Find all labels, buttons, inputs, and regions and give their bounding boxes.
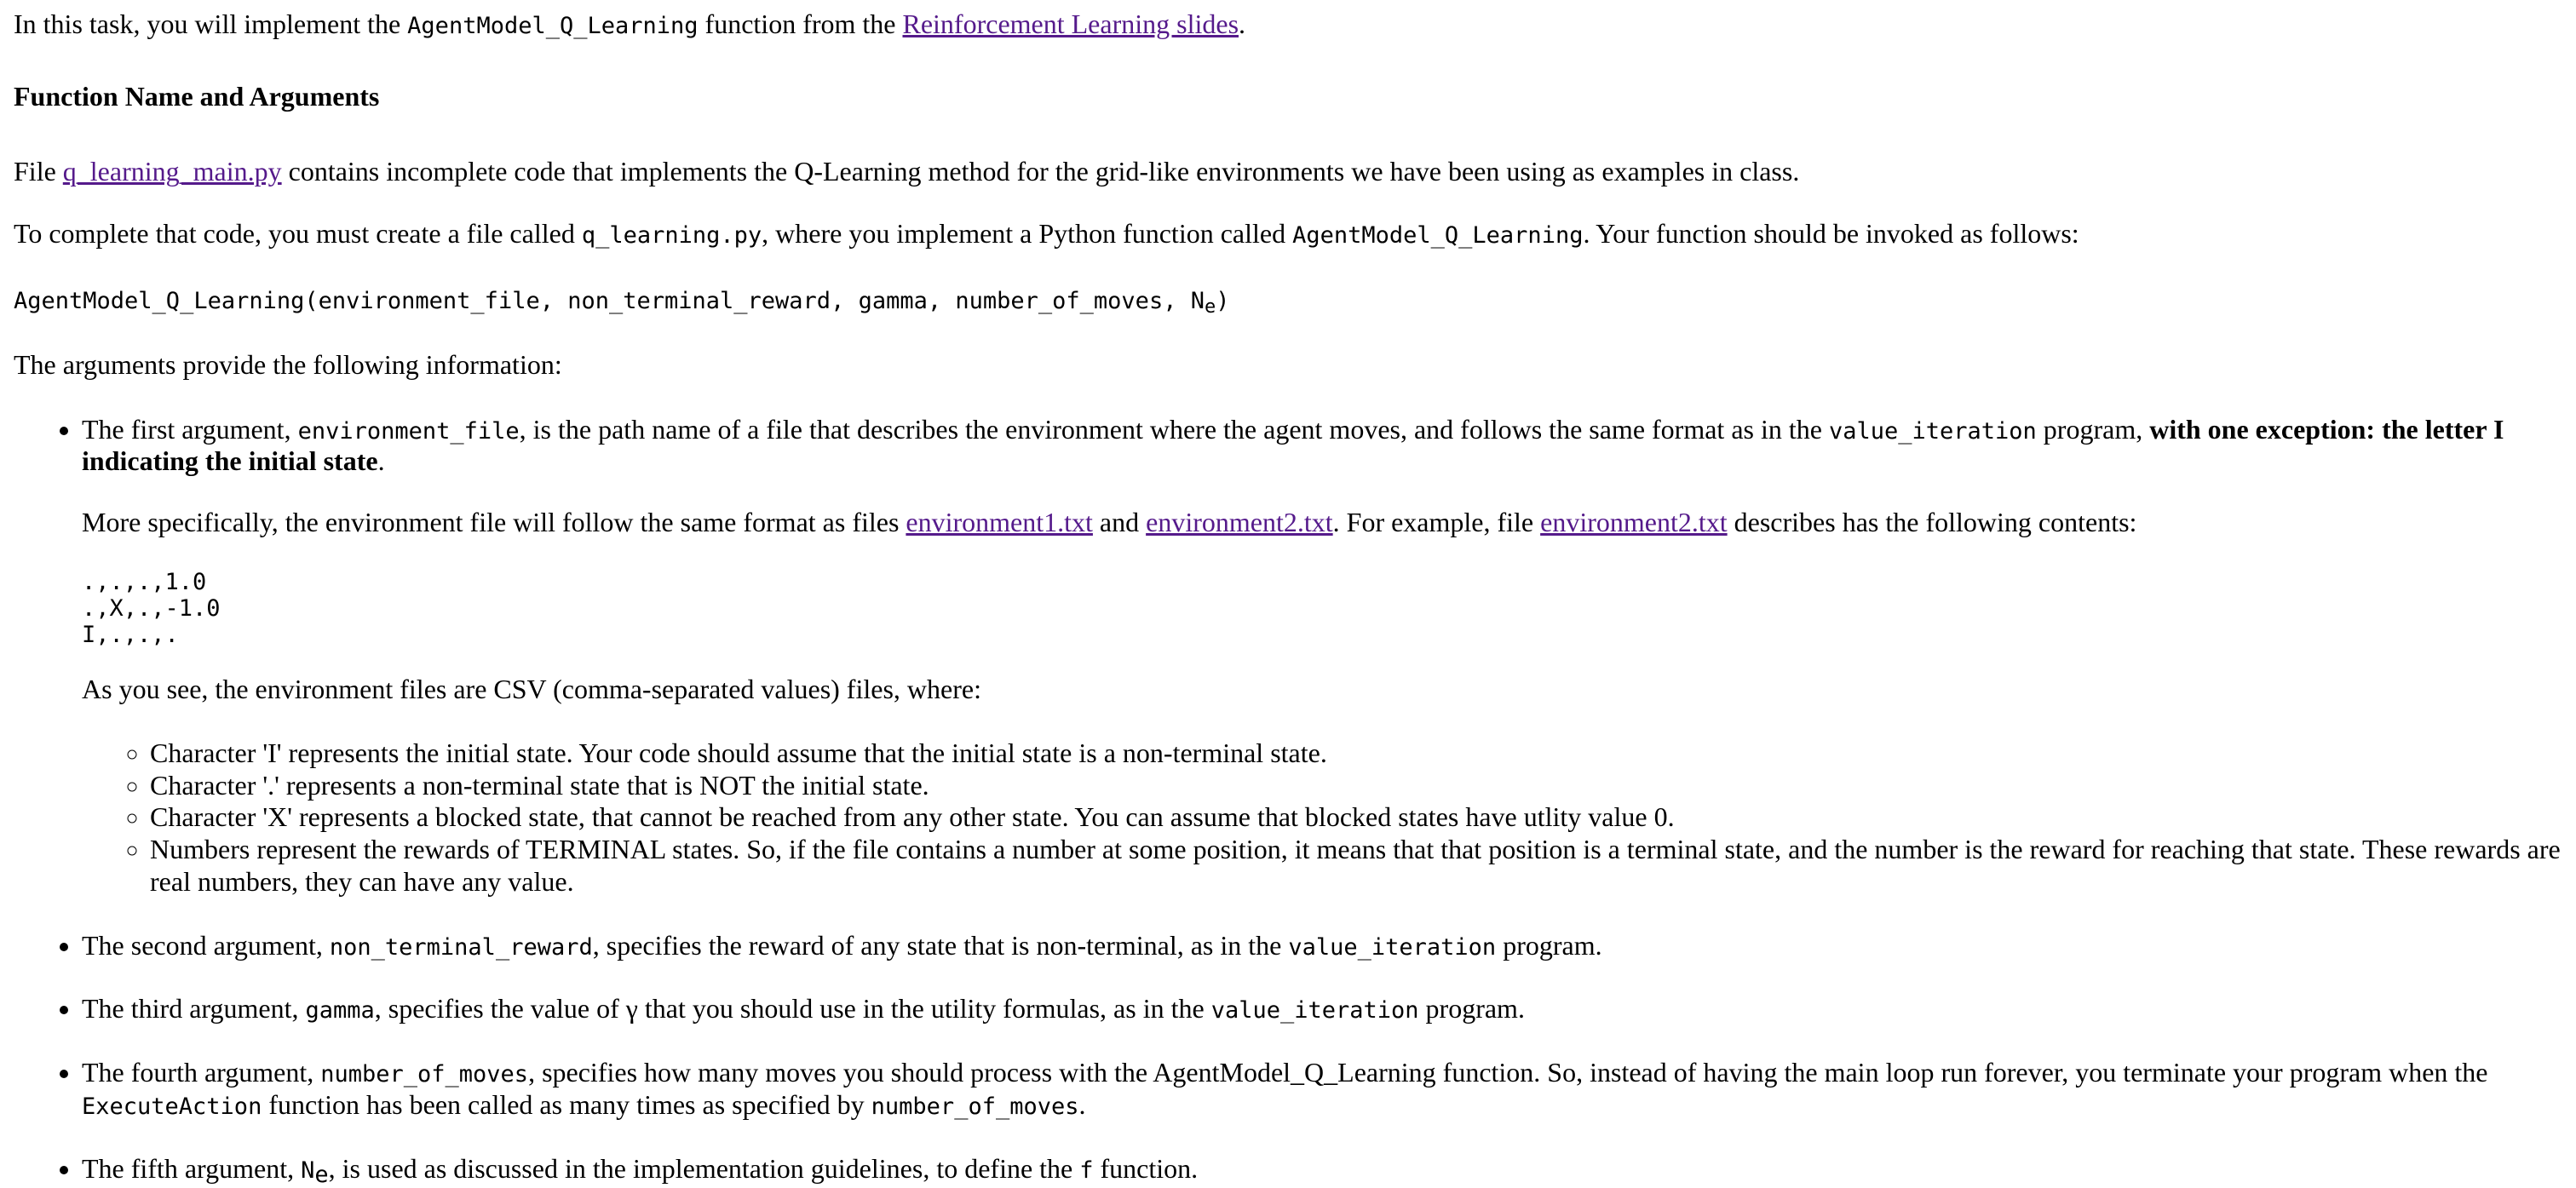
arg4-text-end: .	[1078, 1088, 1086, 1120]
filename-code: q_learning.py	[581, 222, 762, 250]
arg5-text-end: function.	[1093, 1152, 1199, 1184]
q-learning-main-link[interactable]: q_learning_main.py	[62, 155, 282, 187]
arg1-text-middle: , is the path name of a file that describes the environment where the agent moves, and follows the same format as in the	[519, 413, 1829, 445]
env-desc-and: and	[1092, 507, 1147, 538]
complete-text-end: . Your function should be invoked as follows:	[1583, 218, 2079, 250]
intro-text-middle: function from the	[698, 9, 903, 39]
arg4-code3: number_of_moves	[871, 1093, 1079, 1120]
list-item: ◦ Character '.' represents a non-terminal state that is NOT the initial state.	[150, 770, 2576, 802]
environment2-link-example[interactable]: environment2.txt	[1540, 507, 1728, 538]
arg1-code2: value_iteration	[1828, 417, 2037, 445]
complete-paragraph	[14, 218, 2576, 250]
arg2-text: The second argument,	[82, 929, 330, 961]
reinforcement-learning-slides-link[interactable]: Reinforcement Learning slides	[902, 9, 1239, 39]
list-item-arg4	[82, 1057, 2576, 1122]
list-item-arg1	[82, 414, 2576, 898]
arg3-text-middle: , specifies the value of γ that you should use in the utility formulas, as in the	[374, 993, 1211, 1024]
invocation-main: AgentModel_Q_Learning(environment_file, non_terminal_reward, gamma, number_of_moves, N	[14, 288, 1205, 314]
arg2-code: non_terminal_reward	[329, 933, 593, 961]
arg5-code2: f	[1079, 1156, 1094, 1184]
intro-paragraph	[14, 9, 2576, 41]
arg4-code: number_of_moves	[320, 1061, 529, 1088]
env-line: .,.,.,1.0	[82, 568, 207, 595]
function-name-code: AgentModel_Q_Learning	[407, 13, 699, 39]
arg2-text-end: program.	[1496, 929, 1602, 961]
arg5-subscript: e	[314, 1161, 329, 1188]
arg1-text-after: program,	[2036, 413, 2150, 445]
environment1-link[interactable]: environment1.txt	[906, 507, 1093, 538]
arg1-text: The first argument,	[82, 413, 298, 445]
csv-description: As you see, the environment files are CSV (comma-separated values) files, where:	[82, 674, 981, 704]
arg1-code: environment_file	[297, 417, 520, 445]
complete-text-middle: , where you implement a Python function called	[762, 218, 1293, 250]
arg2-text-middle: , specifies the reward of any state that is non-terminal, as in the	[592, 929, 1289, 961]
character-list	[82, 737, 2576, 898]
arg4-text-middle: , specifies how many moves you should process with the AgentModel_Q_Learning function. So, instead of having the main loop run forever, you terminate your program when the	[528, 1057, 2488, 1088]
arg3-text: The third argument,	[82, 993, 306, 1024]
list-item-arg2	[82, 930, 2576, 962]
env-desc-end: describes has the following contents:	[1727, 507, 2137, 538]
file-paragraph	[14, 156, 2576, 188]
list-item-arg3	[82, 993, 2576, 1025]
arg2-code2: value_iteration	[1288, 933, 1497, 961]
arg1-text-end: .	[377, 445, 385, 477]
env-line: I,.,.,.	[82, 621, 179, 648]
arg4-code2: ExecuteAction	[82, 1093, 262, 1120]
list-item: ◦ Numbers represent the rewards of TERMINAL states. So, if the file contains a number at some position, it means that that position is a terminal state, and the number is the reward for reaching that state. These rewards are real numbers, they can have any value.	[150, 834, 2576, 898]
list-item-arg5	[82, 1152, 2576, 1188]
section-heading: Function Name and Arguments	[14, 80, 380, 112]
intro-text: In this task, you will implement the	[14, 9, 408, 39]
environment-description	[82, 507, 2576, 539]
arg5-text-middle: , is used as discussed in the implementation guidelines, to define the	[328, 1152, 1080, 1184]
arg3-code: gamma	[305, 997, 375, 1024]
invocation-close: )	[1216, 288, 1230, 314]
environment-file-contents	[82, 569, 2576, 648]
document-page	[0, 9, 2576, 1188]
arg4-text: The fourth argument,	[82, 1057, 321, 1088]
arg4-text-middle2: function has been called as many times as specified by	[262, 1088, 871, 1120]
list-item: ◦ Character 'I' represents the initial state. Your code should assume that the initial state is a non-terminal state.	[150, 737, 2576, 770]
env-line: .,X,.,-1.0	[82, 594, 221, 622]
complete-text: To complete that code, you must create a file called	[14, 218, 582, 250]
file-text-end: contains incomplete code that implements the Q-Learning method for the grid-like environments we have been using as examples in class.	[281, 155, 1800, 187]
intro-text-end: .	[1239, 9, 1246, 39]
invocation-subscript: e	[1204, 296, 1216, 318]
env-desc-text: More specifically, the environment file will follow the same format as files	[82, 507, 906, 538]
invocation-code	[14, 288, 2576, 318]
arg5-code: N	[301, 1156, 315, 1184]
env-desc-middle: . For example, file	[1332, 507, 1541, 538]
arguments-intro: The arguments provide the following information:	[14, 348, 562, 380]
arg5-text: The fifth argument,	[82, 1152, 302, 1184]
environment2-link[interactable]: environment2.txt	[1146, 507, 1333, 538]
function-name-code: AgentModel_Q_Learning	[1292, 222, 1584, 250]
file-text: File	[14, 155, 63, 187]
arguments-list	[14, 413, 2576, 1188]
arg1-bold: with one exception: the letter I indicating the initial state	[82, 413, 2504, 477]
arg3-code2: value_iteration	[1210, 997, 1419, 1024]
list-item: ◦ Character 'X' represents a blocked state, that cannot be reached from any other state. You can assume that blocked states have utlity value 0.	[150, 801, 2576, 834]
arg3-text-end: program.	[1418, 993, 1525, 1024]
